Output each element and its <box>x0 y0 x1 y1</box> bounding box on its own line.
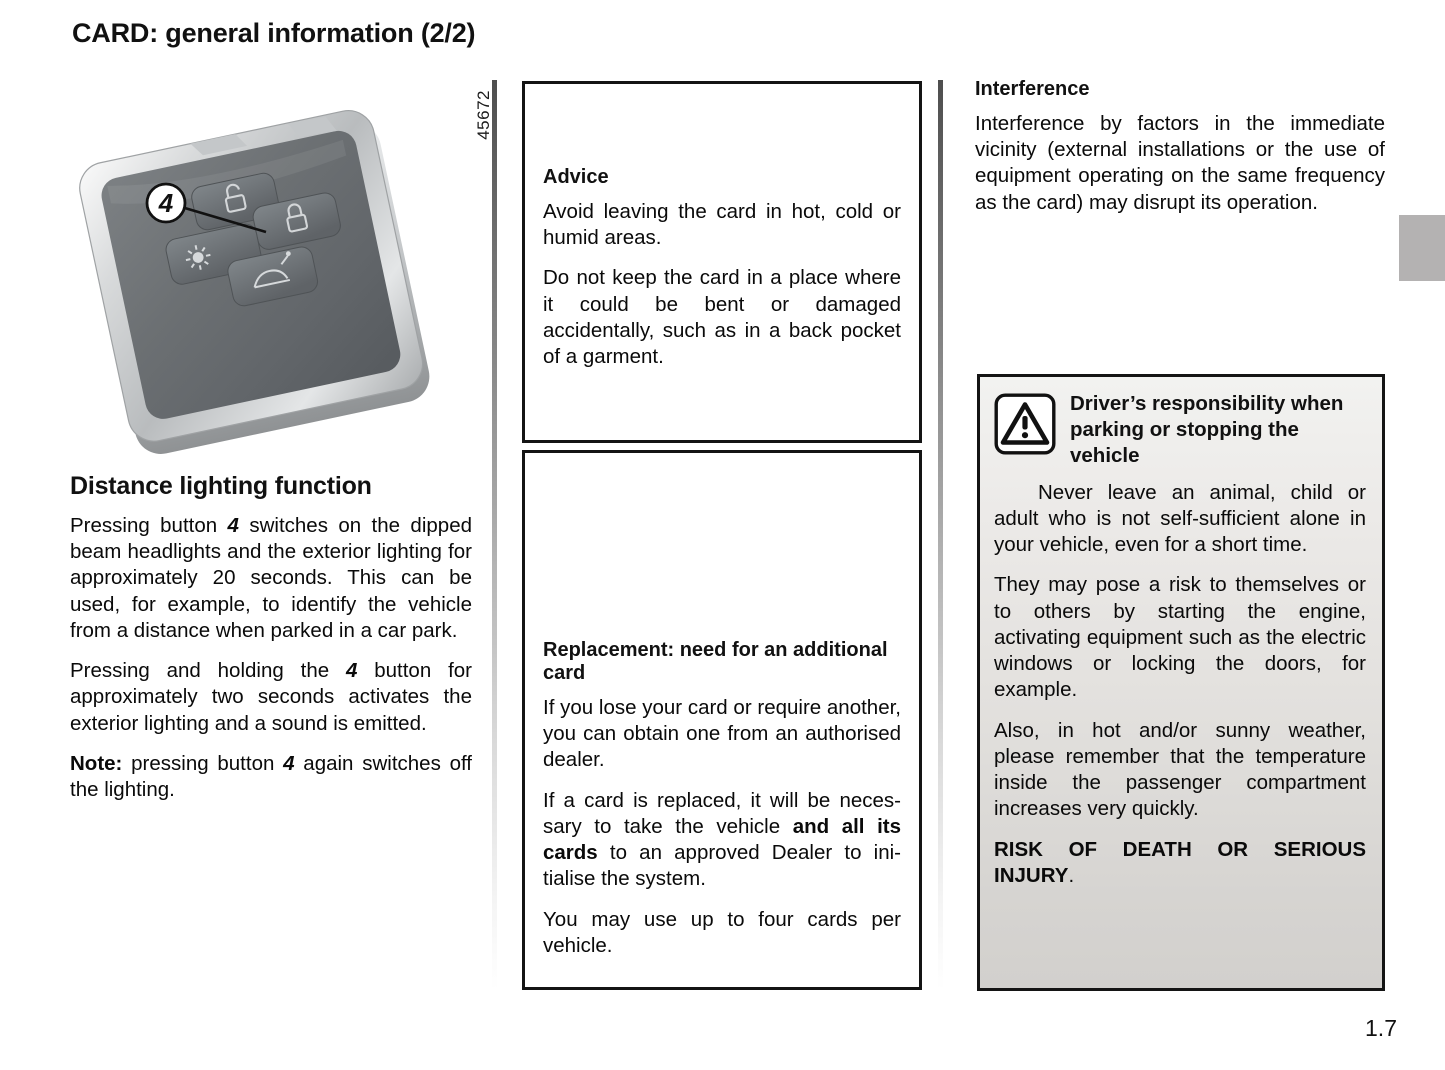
rep-p2-before: If a card is replaced, it will be necessary to take the vehicle <box>543 788 901 838</box>
advice-heading: Advice <box>543 166 609 188</box>
warning-paragraph-2: They may pose a risk to themselves or to others by starting the engine, activating equipment such as the electric windows or locking the doors, for example. <box>994 573 1366 702</box>
p1-button-ref: 4 <box>227 514 239 537</box>
page-number: 1.7 <box>1365 1015 1397 1041</box>
risk-statement-bold: RISK OF DEATH OR SERIOUS INJURY <box>994 837 1366 887</box>
advice-paragraph-2: Do not keep the card in a place where it could be bent or damaged accidentally, such as in a back pocket of a garment. <box>543 266 901 369</box>
warning-paragraph-3: Also, in hot and/or sunny weather, please remember that the temperature inside the passenger compartment increases very quickly. <box>994 718 1366 821</box>
replacement-paragraph-2 <box>543 788 901 893</box>
advice-box <box>522 81 922 443</box>
warning-risk-statement <box>994 837 1366 889</box>
replacement-paragraph-3: You may use up to four cards per vehicle. <box>543 907 901 957</box>
distance-lighting-paragraph-1 <box>70 513 472 644</box>
callout-number-4: 4 <box>158 188 174 218</box>
page-title: CARD: general information (2/2) <box>72 18 476 48</box>
note-label: Note: <box>70 751 123 775</box>
note-text-before: pressing button <box>122 751 284 775</box>
replacement-box <box>522 450 922 990</box>
replacement-paragraph-1: If you lose your card or require another, you can obtain one from an authorised dealer. <box>543 696 901 772</box>
p1-text-after: switches on the dipped beam headlights and the exterior lighting for approximately 20 seconds. This can be used, for example, to identify the vehicle from a distance when parked in a car park. <box>70 514 472 642</box>
column-divider-right <box>938 80 943 990</box>
risk-statement-period: . <box>1068 863 1075 887</box>
note-button-ref: 4 <box>283 751 295 775</box>
distance-lighting-paragraph-2 <box>70 658 472 737</box>
distance-lighting-note <box>70 751 472 803</box>
p2-button-ref: 4 <box>345 659 358 683</box>
left-column <box>70 78 493 803</box>
right-column <box>975 78 1385 887</box>
replacement-box-content <box>543 639 901 959</box>
replacement-heading: Replacement: need for an additional card <box>543 639 888 684</box>
figure-id-label: 45672 <box>474 90 493 140</box>
interference-heading: Interference <box>975 78 1090 100</box>
section-tab-marker <box>1399 215 1445 281</box>
driver-responsibility-warning-box <box>977 374 1385 991</box>
keycard-figure <box>70 78 470 468</box>
rep-p2-after: to an approved Dealer to initialise the system. <box>543 841 901 891</box>
warning-header <box>994 391 1366 470</box>
p2-text-before: Pressing and holding the <box>70 659 346 683</box>
interference-paragraph: Interference by factors in the immediate vicinity (external installations or the use of equipment operating on the same frequency as the card) may disrupt its operation. <box>975 112 1385 214</box>
p2-text-after: button for approximately two seconds activates the exterior lighting and a sound is emitted. <box>70 659 473 735</box>
keycard-illustration <box>70 78 493 468</box>
p1-text-before: Pressing button <box>70 514 228 537</box>
warning-paragraph-1: Never leave an animal, child or adult who is not self-sufficient alone in your vehicle, even for a short time. <box>994 480 1366 557</box>
rep-p2-bold: and all its cards <box>543 814 901 865</box>
distance-lighting-heading: Distance lighting function <box>70 472 372 500</box>
advice-box-content <box>543 166 901 370</box>
note-text-after: again switches off the lighting. <box>70 751 472 802</box>
warning-triangle-icon <box>994 393 1056 455</box>
column-divider-left <box>492 80 497 990</box>
warning-title: Driver’s responsibility when parking or stopping the vehicle <box>1070 392 1344 468</box>
advice-paragraph-1: Avoid leaving the card in hot, cold or humid areas. <box>543 200 901 250</box>
